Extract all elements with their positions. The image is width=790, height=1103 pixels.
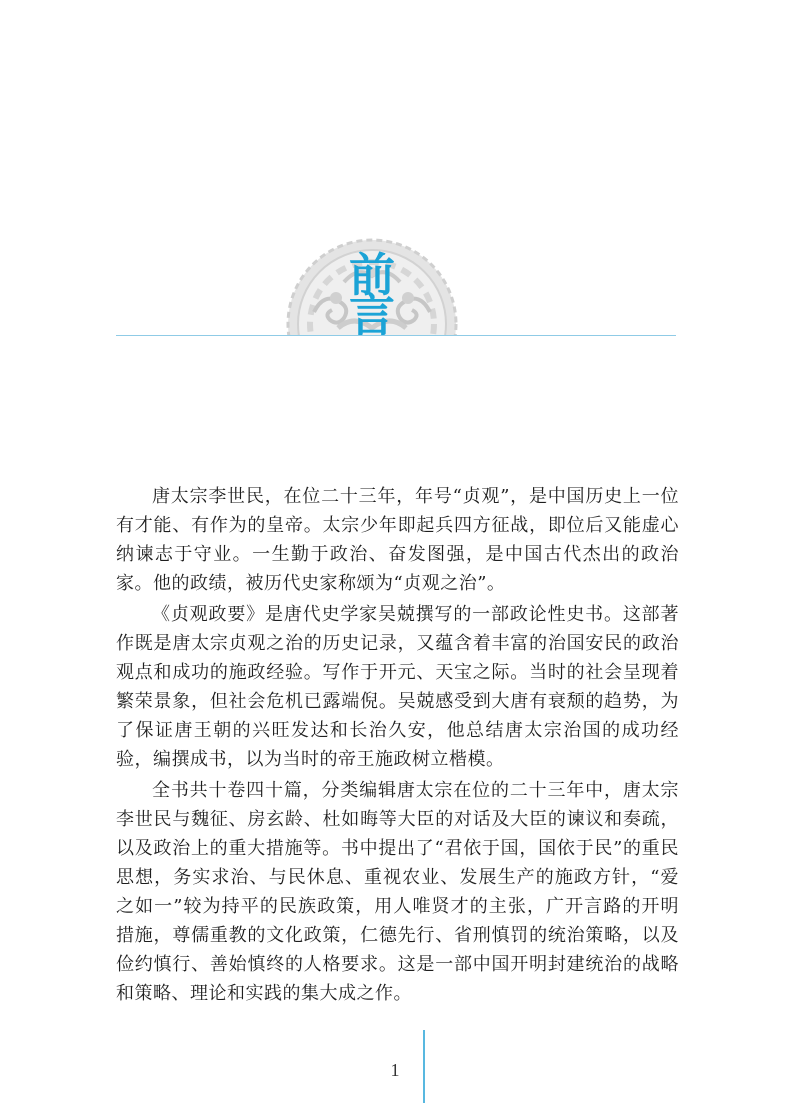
paragraph-2: 《贞观政要》是唐代史学家吴兢撰写的一部政论性史书。这部著作既是唐太宗贞观之治的历史记录，又蕴含着丰富的治国安民的政治观点和成功的施政经验。写作于开元、天宝之际。当时的社会呈现着繁荣景象，但社会危机已露端倪。吴兢感受到大唐有衰颓的趋势，为了保证唐王朝的兴旺发达和长治久安，他总结唐太宗治国的成功经验，编撰成书，以为当时的帝王施政树立楷模。 <box>116 604 679 770</box>
paragraph-3: 全书共十卷四十篇，分类编辑唐太宗在位的二十三年中，唐太宗李世民与魏征、房玄龄、杜如晦等大臣的对话及大臣的谏议和奏疏，以及政治上的重大措施等。书中提出了“君依于国，国依于民”的重民思想，务实求治、与民休息、重视农业、发展生产的施政方针，“爱之如一”较为持平的民族政策，用人唯贤才的主张，广开言路的开明措施，尊儒重教的文化政策，仁德先行、省刑慎罚的统治策略，以及俭约慎行、善始慎终的人格要求。这是一部中国开明封建统治的战略和策略、理论和实践的集大成之作。 <box>116 780 679 1004</box>
chapter-title-char-1: 前 <box>349 248 395 302</box>
paragraph-1: 唐太宗李世民，在位二十三年，年号“贞观”，是中国历史上一位有才能、有作为的皇帝。太宗少年即起兵四方征战，即位后又能虚心纳谏志于守业。一生勤于政治、奋发图强，是中国古代杰出的政治家。他的政绩，被历代史家称颂为“贞观之治”。 <box>116 486 679 594</box>
title-divider <box>116 335 676 336</box>
page-number-rule <box>423 1030 425 1103</box>
preface-body <box>116 482 679 1010</box>
page-number: 1 <box>390 1060 400 1080</box>
chapter-title-char-2: 言 <box>349 288 395 342</box>
